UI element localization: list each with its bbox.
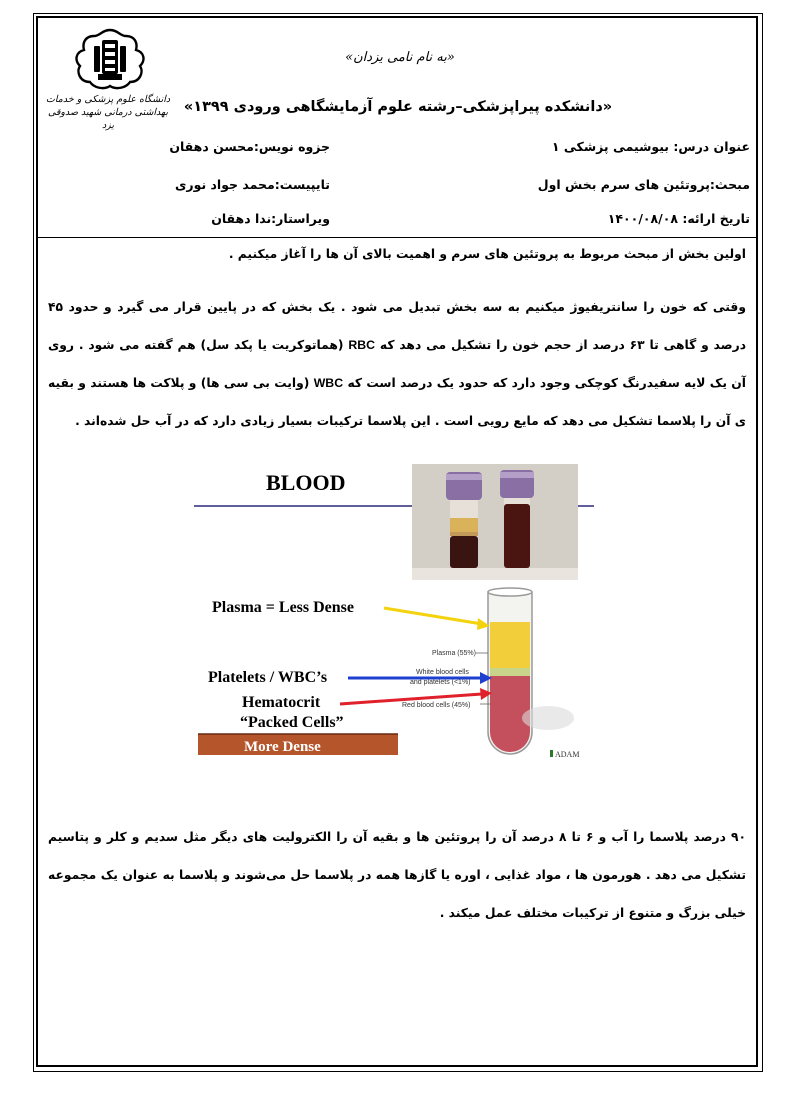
tube-wbc-label-2: and platelets (<1%) — [410, 679, 471, 686]
bismillah-heading: «به نام نامی یزدان» — [345, 50, 455, 65]
tube-plasma-label: Plasma (55%) — [432, 650, 476, 657]
hematocrit-label: Hematocrit — [242, 694, 321, 711]
course-label: عنوان درس: بیوشیمی پزشکی ۱ — [551, 139, 750, 154]
more-dense-label: More Dense — [244, 739, 321, 755]
plasma-label: Plasma = Less Dense — [212, 599, 354, 616]
header-divider — [36, 237, 758, 238]
tube-wbc-label-1: White blood cells — [416, 669, 469, 676]
paragraph-centrifuge-part3: (وایت بی سی ها) و پلاکت ها هستند و بقیه ی آن را پلاسما تشکیل می دهد که مایع رویی است . این پلاسما ترکیبات بسیار زیادی دارد که در آب حل شده‌اند . — [48, 376, 746, 428]
blood-figure — [194, 452, 600, 768]
editor-label: ویراستار:ندا دهقان — [211, 211, 330, 226]
paragraph-centrifuge — [48, 288, 746, 440]
typist-label: تایپیست:محمد جواد نوری — [174, 177, 330, 192]
tubes-photo — [412, 464, 578, 580]
wbc-term: WBC — [313, 376, 344, 390]
date-label: تاریخ ارائه: ۱۴۰۰/۰۸/۰۸ — [607, 211, 750, 226]
figure-title: BLOOD — [266, 470, 346, 495]
packed-cells-label: “Packed Cells” — [240, 714, 344, 731]
rbc-term: RBC — [348, 338, 376, 352]
paragraph-centrifuge-part1: وقتی که خون را سانتریفیوژ میکنیم به سه بخش تبدیل می شود . یک بخش که در پایین قرار می گیرد و حدود ۴۵ درصد و گاهی تا ۶۳ درصد از حجم خون را تشکیل می دهد که — [48, 300, 747, 352]
paragraph-intro: اولین بخش از مبحث مربوط به پروتئین های سرم و اهمیت بالای آن ها را آغاز میکنیم . — [228, 247, 746, 261]
paragraph-centrifuge-part2: (هماتوکریت یا پکد سل) هم گفته می شود . روی آن یک لایه سفیدرنگ کوچکی وجود دارد که حدود یک درصد است که — [48, 338, 746, 390]
tube-rbc-label: Red blood cells (45%) — [402, 702, 471, 709]
test-tube-diagram — [488, 588, 574, 754]
faculty-title: «دانشکده پیراپزشکی–رشته علوم آزمایشگاهی ورودی ۱۳۹۹» — [183, 99, 613, 115]
paragraph-plasma-composition: ۹۰ درصد پلاسما را آب و ۶ تا ۸ درصد آن را پروتئین ها و بقیه آن را الکترولیت های دیگر مثل سدیم و کلر و پتاسیم تشکیل می دهد . هورمون ها ، مواد غذایی ، اوره یا گازها همه در پلاسما حل می‌شوند و پلاسما به عنوان یک مجموعه خیلی بزرگ و متنوع از ترکیبات مختلف عمل میکند . — [48, 830, 747, 920]
adam-credit: ADAM — [555, 750, 580, 759]
plasma-arrow — [384, 608, 490, 630]
university-logo-icon — [70, 26, 150, 96]
university-name: دانشگاه علوم پزشکی و خدمات بهداشتی درمانی شهید صدوقی یزد — [45, 94, 171, 131]
platelets-label: Platelets / WBC’s — [208, 669, 328, 686]
topic-label: مبحث:پروتئین های سرم بخش اول — [537, 177, 750, 192]
writer-label: جزوه نویس:محسن دهقان — [169, 139, 330, 154]
